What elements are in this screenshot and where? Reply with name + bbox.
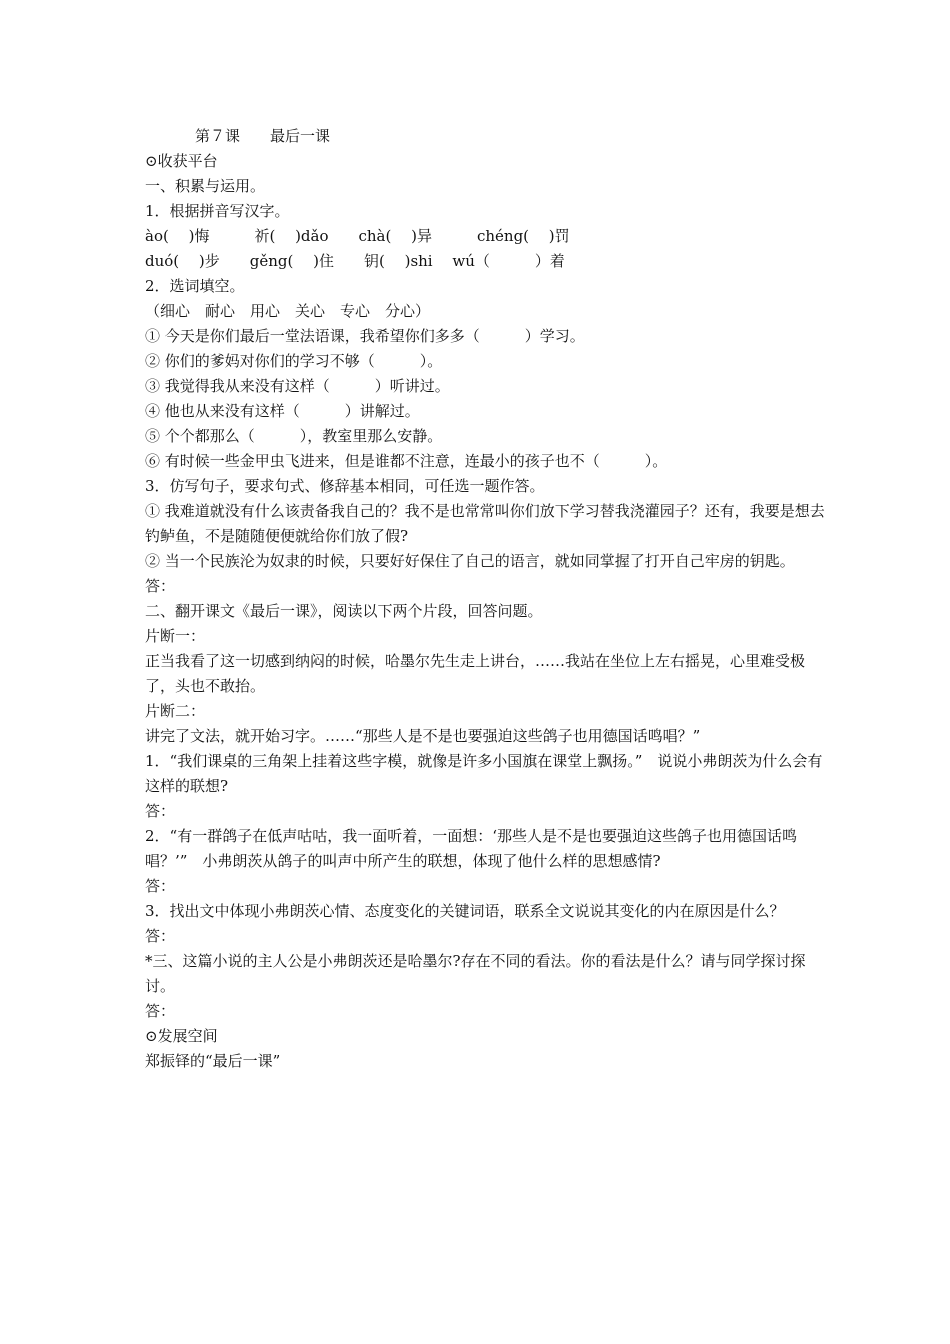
fill-item-1: ① 今天是你们最后一堂法语课，我希望你们多多（ ）学习。	[145, 327, 585, 345]
part1-heading: 一、积累与运用。	[145, 177, 266, 195]
word-bank: （细心 耐心 用心 关心 专心 分心）	[145, 302, 431, 320]
answer-label: 答：	[145, 1002, 176, 1020]
part2-question3: 3．找出文中体现小弗朗茨心情、态度变化的关键词语，联系全文说说其变化的内在原因是什么？	[145, 902, 785, 920]
fill-item-6: ⑥ 有时候一些金甲虫飞进来，但是谁都不注意，连最小的孩子也不（ ）。	[145, 452, 668, 470]
question2-heading: 2．选词填空。	[145, 277, 245, 295]
section-heading-harvest: ⊙收获平台	[145, 152, 218, 170]
question3-item-1: ① 我难道就没有什么该责备我自己的？我不是也常常叫你们放下学习替我浇灌园子？还有，我要是想去钓鲈鱼，不是随随便便就给你们放了假?	[145, 502, 825, 545]
answer-label: 答：	[145, 577, 176, 595]
fill-item-5: ⑤ 个个都那么（ ），教室里那么安静。	[145, 427, 443, 445]
part2-heading: 二、翻开课文《最后一课》，阅读以下两个片段，回答问题。	[145, 602, 543, 620]
answer-label: 答：	[145, 927, 176, 945]
part3-question: *三、这篇小说的主人公是小弗朗茨还是哈墨尔?存在不同的看法。你的看法是什么？请与同学探讨探讨。	[145, 952, 806, 995]
part2-question2: 2．“有一群鸽子在低声咕咕，我一面听着，一面想：‘那些人是不是也要强迫这些鸽子也用德国话鸣唱？’” 小弗朗茨从鸽子的叫声中所产生的联想，体现了他什么样的思想感情?	[145, 827, 797, 870]
question3-item-2: ② 当一个民族沦为奴隶的时候，只要好好保住了自己的语言，就如同掌握了打开自己牢房的钥匙。	[145, 552, 795, 570]
fragment1-label: 片断一：	[145, 627, 206, 645]
question3-heading: 3．仿写句子，要求句式、修辞基本相同，可任选一题作答。	[145, 477, 545, 495]
answer-label: 答：	[145, 877, 176, 895]
part2-question1: 1．“我们课桌的三角架上挂着这些字模，就像是许多小国旗在课堂上飘扬。” 说说小弗朗茨为什么会有这样的联想?	[145, 752, 823, 795]
fragment2-label: 片断二：	[145, 702, 206, 720]
article-title-line: 郑振铎的“最后一课”	[145, 1052, 281, 1070]
fill-item-4: ④ 他也从来没有这样（ ）讲解过。	[145, 402, 420, 420]
pinyin-row-2: duó( )步 gěng( )住 钥( )shi wú（ ）着	[145, 252, 565, 270]
lesson-title: 第７课 最后一课	[195, 127, 331, 145]
answer-label: 答：	[145, 802, 176, 820]
fill-item-3: ③ 我觉得我从来没有这样（ ）听讲过。	[145, 377, 450, 395]
pinyin-row-1: ào( )悔 祈( )dǎo chà( )异 chéng( )罚	[145, 227, 570, 245]
section-heading-development: ⊙发展空间	[145, 1027, 218, 1045]
fragment2-text: 讲完了文法，就开始习字。……“那些人是不是也要强迫这些鸽子也用德国话鸣唱？”	[145, 727, 701, 745]
fragment1-text: 正当我看了这一切感到纳闷的时候，哈墨尔先生走上讲台，……我站在坐位上左右摇晃，心里难受极了，头也不敢抬。	[145, 652, 806, 695]
fill-item-2: ② 你们的爹妈对你们的学习不够（ ）。	[145, 352, 443, 370]
question1-heading: 1．根据拼音写汉字。	[145, 202, 290, 220]
document-page	[145, 124, 825, 1074]
